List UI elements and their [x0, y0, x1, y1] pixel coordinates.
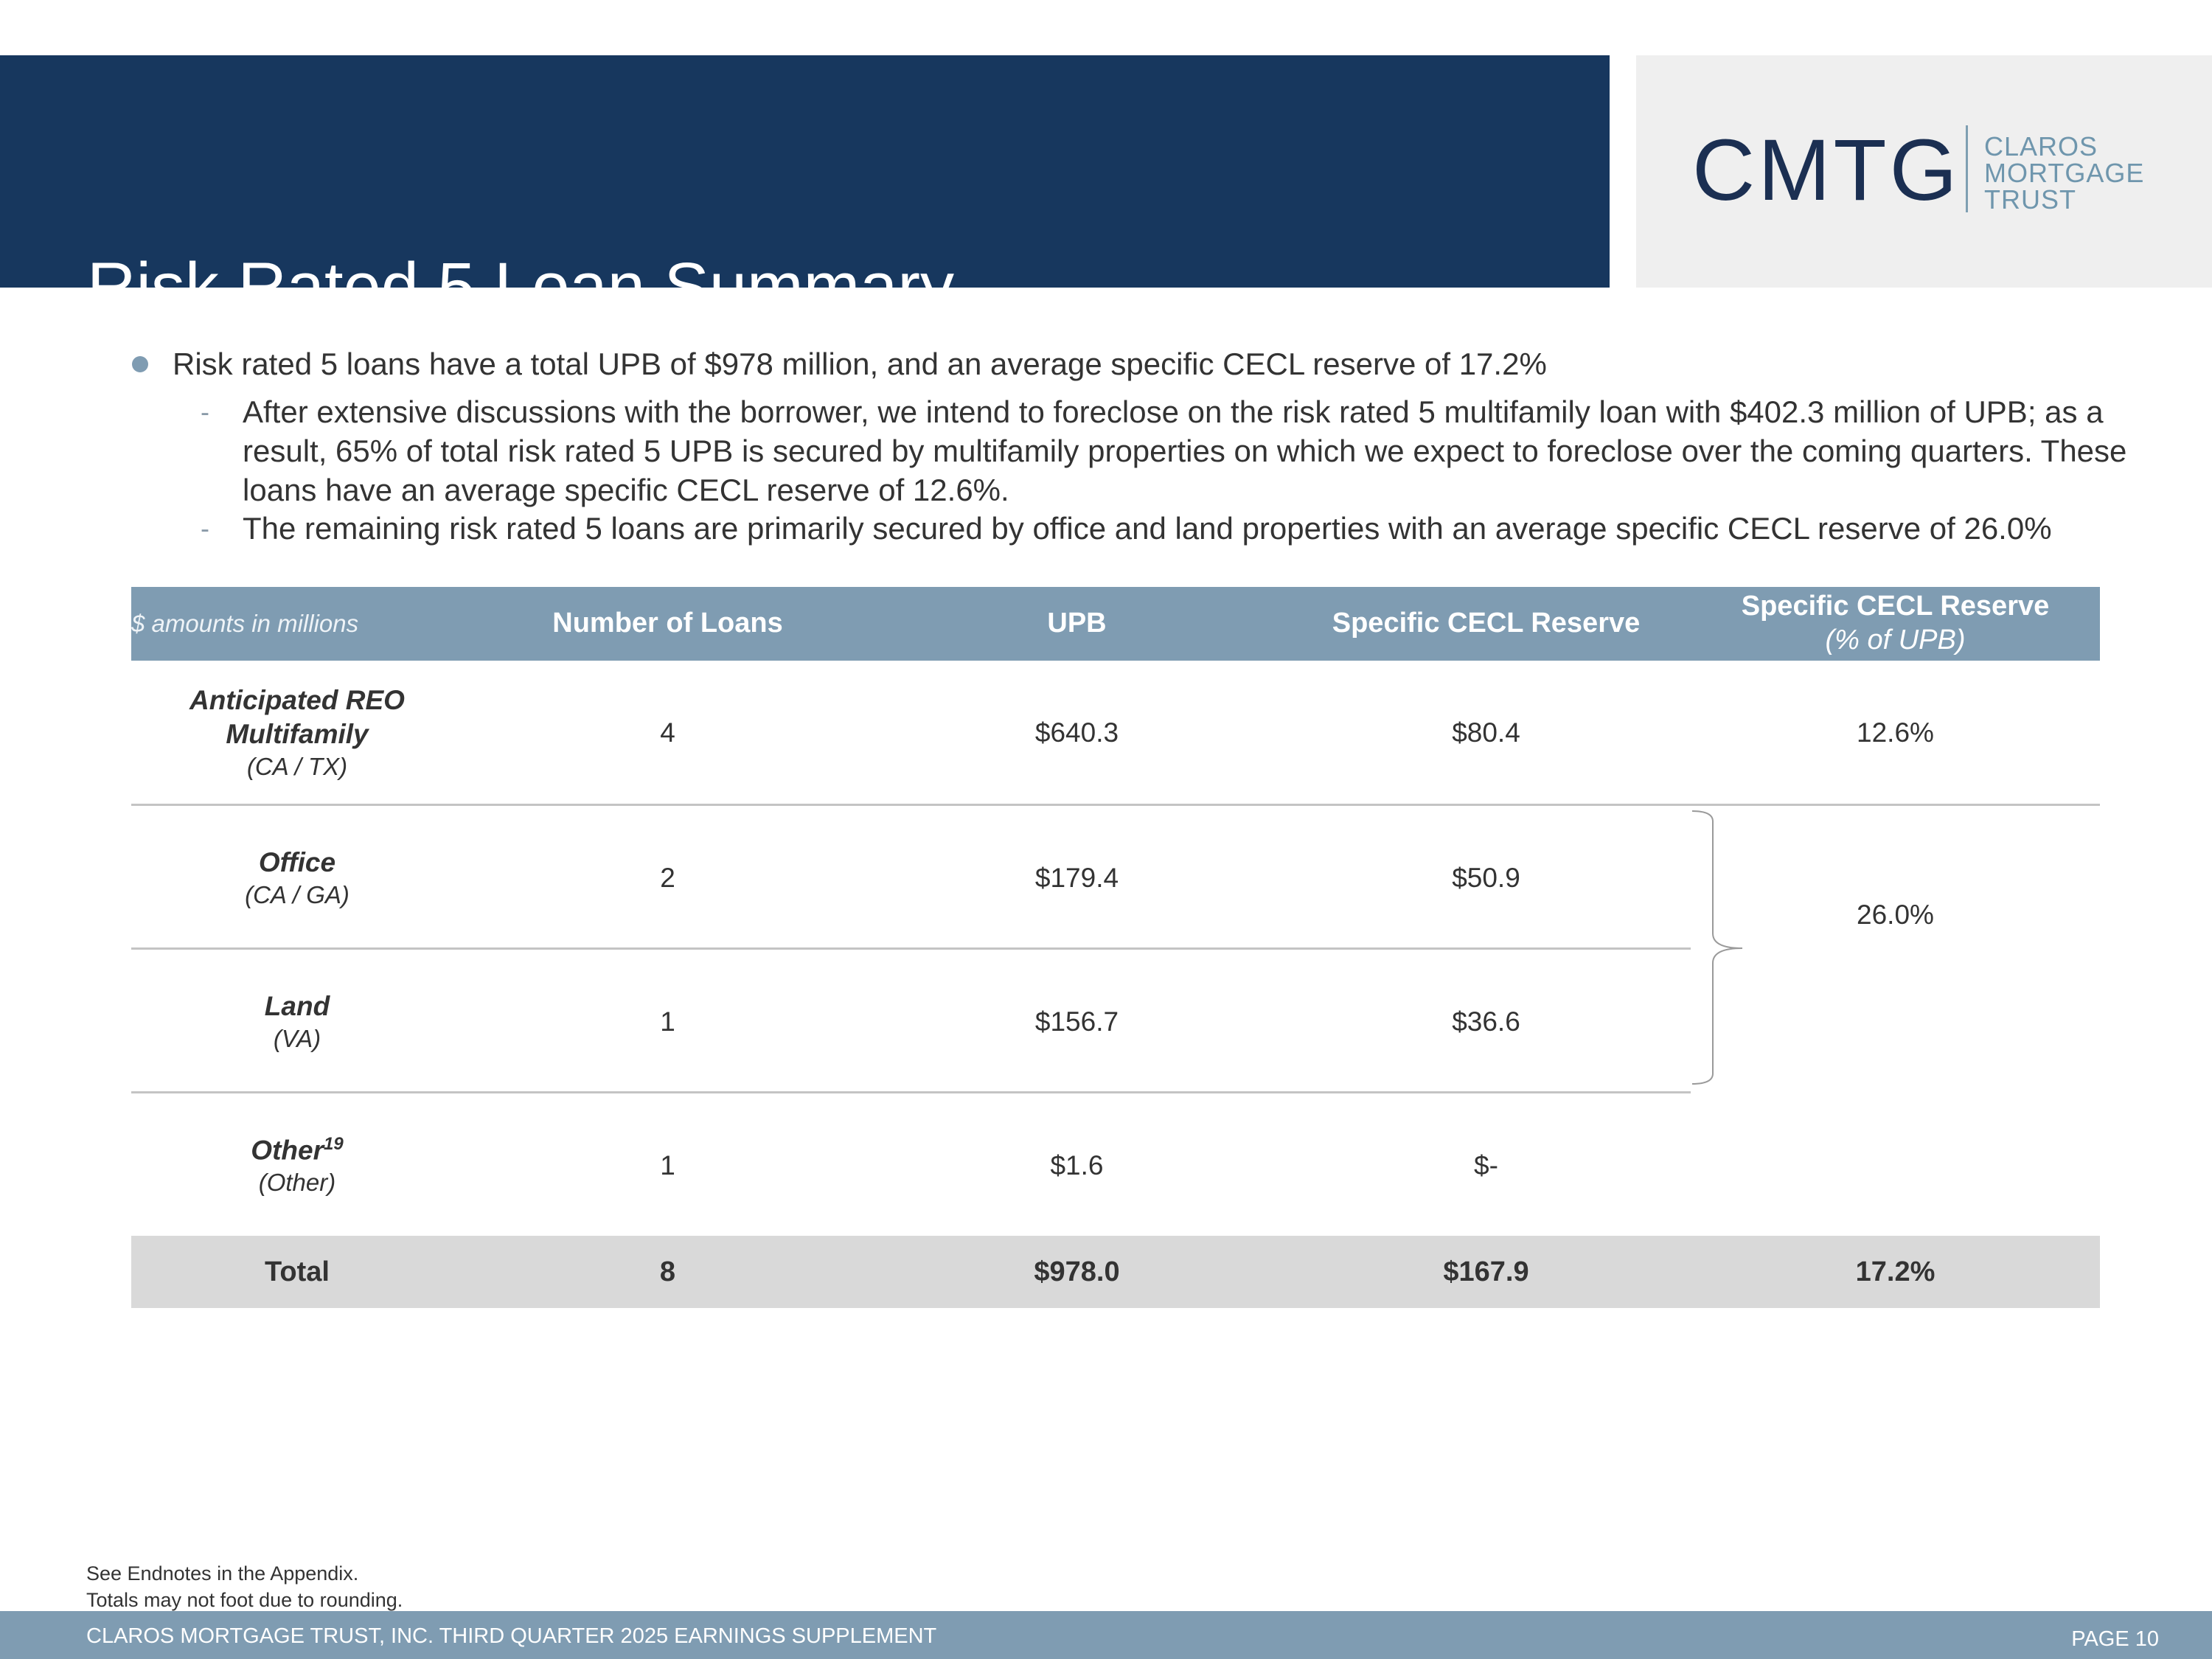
logo-line-1: CLAROS	[1984, 131, 2098, 161]
sub-bullet-1: After extensive discussions with the borrower, we intend to foreclose on the risk rated 5 multifamily loan with $402.3 million of UPB; as a result, 65% of total risk rated 5 UPB is secured by multifamily properties on which we expect to foreclose over the coming quarters. These loans have an average specific CECL reserve of 12.6%.	[243, 394, 2127, 507]
cell-pct: 12.6%	[1857, 717, 1934, 748]
grouped-pct: 26.0%	[1857, 900, 1934, 930]
page-footer	[0, 1611, 2212, 1659]
row-location: (CA / TX)	[246, 753, 348, 781]
cell-loans: 1	[660, 1006, 675, 1037]
dash-icon: -	[201, 513, 209, 543]
row-label	[131, 950, 463, 1093]
total-pct: 17.2%	[1855, 1256, 1935, 1287]
company-logo	[1636, 55, 2212, 288]
bullet-dot-icon	[132, 356, 148, 372]
row-label	[131, 806, 463, 950]
cell-loans: 2	[660, 862, 675, 893]
footnote-rounding: Totals may not foot due to rounding.	[86, 1589, 403, 1611]
header-pct-sublabel: (% of UPB)	[1825, 625, 1966, 655]
row-label	[131, 1093, 463, 1237]
row-name: Multifamily	[226, 718, 369, 749]
cell-reserve: $36.6	[1452, 1006, 1520, 1037]
cell-loans: 1	[660, 1150, 675, 1180]
cell-loans: 4	[660, 717, 675, 748]
table-row	[131, 1093, 2100, 1237]
logo-divider	[1966, 125, 1968, 212]
total-label: Total	[265, 1256, 330, 1287]
cell-upb: $179.4	[1034, 862, 1119, 893]
logo-mark: CMTG	[1692, 122, 1961, 219]
total-row	[131, 1236, 2100, 1308]
row-location: (VA)	[273, 1025, 321, 1052]
cell-reserve: $-	[1474, 1150, 1498, 1180]
header-cecl-reserve-pct	[1691, 587, 2100, 661]
logo-line-2: MORTGAGE	[1984, 158, 2145, 188]
row-location: (Other)	[258, 1169, 336, 1197]
table-row	[131, 950, 2100, 1093]
endnote-superscript: 19	[323, 1133, 344, 1154]
header-upb: UPB	[1047, 608, 1107, 639]
table-row	[131, 661, 2100, 804]
cell-upb: $1.6	[1050, 1150, 1104, 1180]
row-name: Office	[258, 846, 336, 877]
table-header	[131, 587, 2100, 661]
title-band	[0, 55, 1610, 324]
row-name-text: Other	[251, 1134, 324, 1165]
cell-upb: $640.3	[1034, 717, 1119, 748]
amounts-note: $ amounts in millions	[131, 610, 359, 637]
header-number-of-loans: Number of Loans	[552, 608, 783, 639]
row-location: (CA / GA)	[245, 881, 349, 908]
cell-reserve: $80.4	[1452, 717, 1520, 748]
header-pct-label: Specific CECL Reserve	[1741, 591, 2050, 622]
page-number: PAGE 10	[2071, 1627, 2159, 1651]
main-bullet: Risk rated 5 loans have a total UPB of $978 million, and an average specific CECL reserve of 17.2%	[173, 347, 1547, 381]
dash-icon: -	[201, 397, 209, 427]
logo-line-3: TRUST	[1984, 184, 2076, 215]
footnote-endnotes: See Endnotes in the Appendix.	[86, 1562, 359, 1585]
row-name: Anticipated REO	[189, 684, 405, 715]
row-name: Land	[264, 990, 330, 1021]
total-reserve: $167.9	[1443, 1256, 1529, 1287]
sub-bullet-2: The remaining risk rated 5 loans are primarily secured by office and land properties with an average specific CECL reserve of 26.0%	[243, 511, 2052, 546]
footnotes	[86, 1560, 403, 1613]
header-cecl-reserve: Specific CECL Reserve	[1332, 608, 1641, 639]
row-label	[131, 661, 463, 804]
row-name	[251, 1133, 343, 1168]
cell-upb: $156.7	[1034, 1006, 1119, 1037]
page-title: Risk Rated 5 Loan Summary	[87, 249, 955, 324]
footer-document-title: CLAROS MORTGAGE TRUST, INC. THIRD QUARTER 2025 EARNINGS SUPPLEMENT	[86, 1624, 937, 1648]
total-upb: $978.0	[1034, 1256, 1120, 1287]
total-loans: 8	[659, 1256, 676, 1287]
cell-reserve: $50.9	[1452, 862, 1520, 893]
